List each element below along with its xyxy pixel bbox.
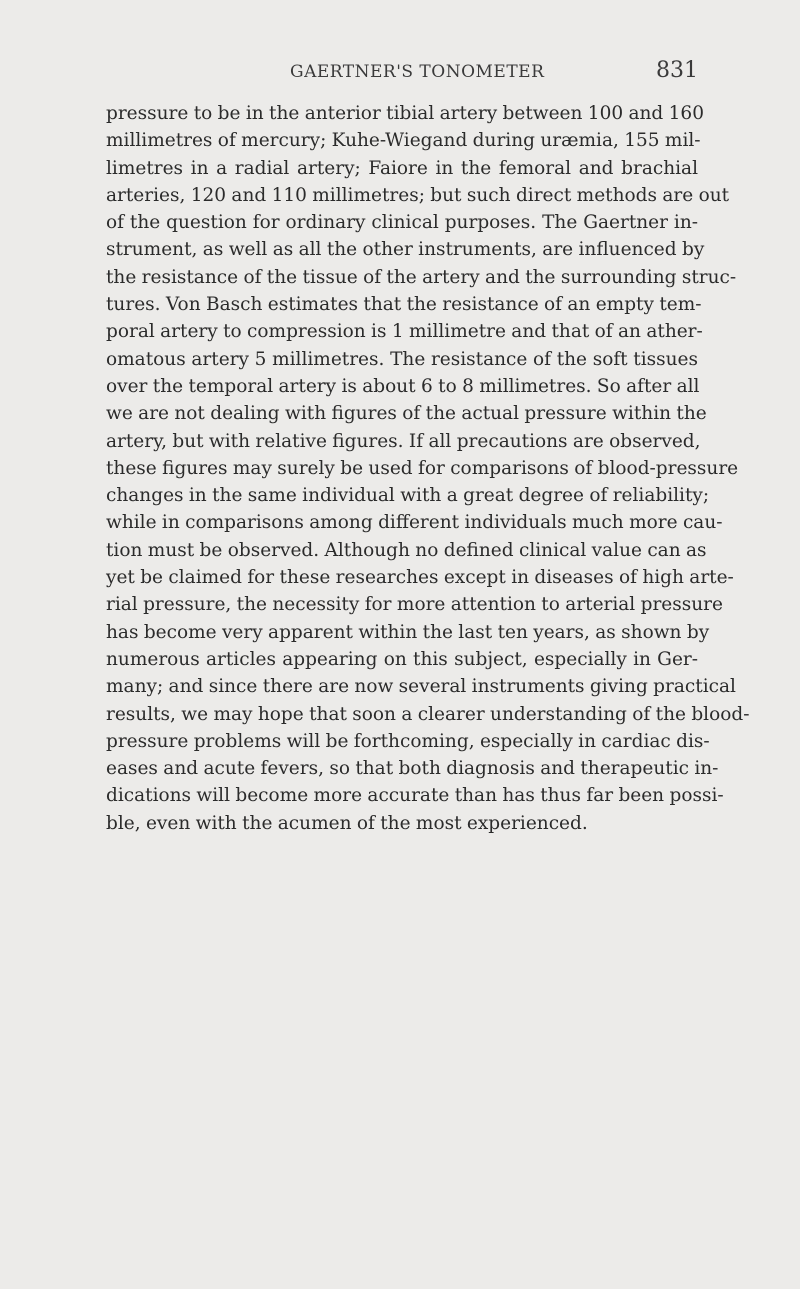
text-line: tures. Von Basch estimates that the resistance of an empty tem- <box>106 294 702 316</box>
text-line: arteries, 120 and 110 millimetres; but such direct methods are out <box>106 184 730 206</box>
text-line: strument, as well as all the other instruments, are influenced by <box>106 239 705 261</box>
text-line: millimetres of mercury; Kuhe-Wiegand during uræmia, 155 mil- <box>106 130 701 152</box>
running-title: GAERTNER'S TONOMETER <box>290 62 545 82</box>
text-line: while in comparisons among different individuals much more cau- <box>106 512 723 534</box>
text-line: we are not dealing with figures of the actual pressure within the <box>106 403 707 425</box>
text-line: rial pressure, the necessity for more attention to arterial pressure <box>106 594 723 616</box>
text-line: these figures may surely be used for comparisons of blood-pressure <box>106 457 739 479</box>
text-line: poral artery to compression is 1 millimetre and that of an ather- <box>106 321 703 343</box>
text-line: the resistance of the tissue of the artery and the surrounding struc- <box>106 266 737 288</box>
running-head <box>106 58 698 88</box>
body-paragraph <box>106 100 750 837</box>
text-line: omatous artery 5 millimetres. The resistance of the soft tissues <box>106 348 698 370</box>
page-number: 831 <box>656 58 698 83</box>
text-line: over the temporal artery is about 6 to 8 millimetres. So after all <box>106 375 700 397</box>
text-line: has become very apparent within the last ten years, as shown by <box>106 621 710 643</box>
text-line: ble, even with the acumen of the most experienced. <box>106 812 588 834</box>
text-line: results, we may hope that soon a clearer understanding of the blood- <box>106 703 750 725</box>
text-line: pressure to be in the anterior tibial artery between 100 and 160 <box>106 103 704 124</box>
text-line: eases and acute fevers, so that both diagnosis and therapeutic in- <box>106 758 719 780</box>
text-line: changes in the same individual with a great degree of reliability; <box>106 485 710 507</box>
text-line: numerous articles appearing on this subject, especially in Ger- <box>106 648 698 670</box>
text-line: pressure problems will be forthcoming, especially in cardiac dis- <box>106 730 710 752</box>
text-line: tion must be observed. Although no defined clinical value can as <box>106 539 707 561</box>
text-line: of the question for ordinary clinical purposes. The Gaertner in- <box>106 212 698 234</box>
text-line: artery, but with relative figures. If all precautions are observed, <box>106 430 701 452</box>
text-line: dications will become more accurate than has thus far been possi- <box>106 785 724 807</box>
text-line: limetres in a radial artery; Faiore in the femoral and brachial <box>106 157 698 179</box>
text-line: yet be claimed for these researches except in diseases of high arte- <box>106 567 734 589</box>
text-line: many; and since there are now several instruments giving practical <box>106 676 736 698</box>
